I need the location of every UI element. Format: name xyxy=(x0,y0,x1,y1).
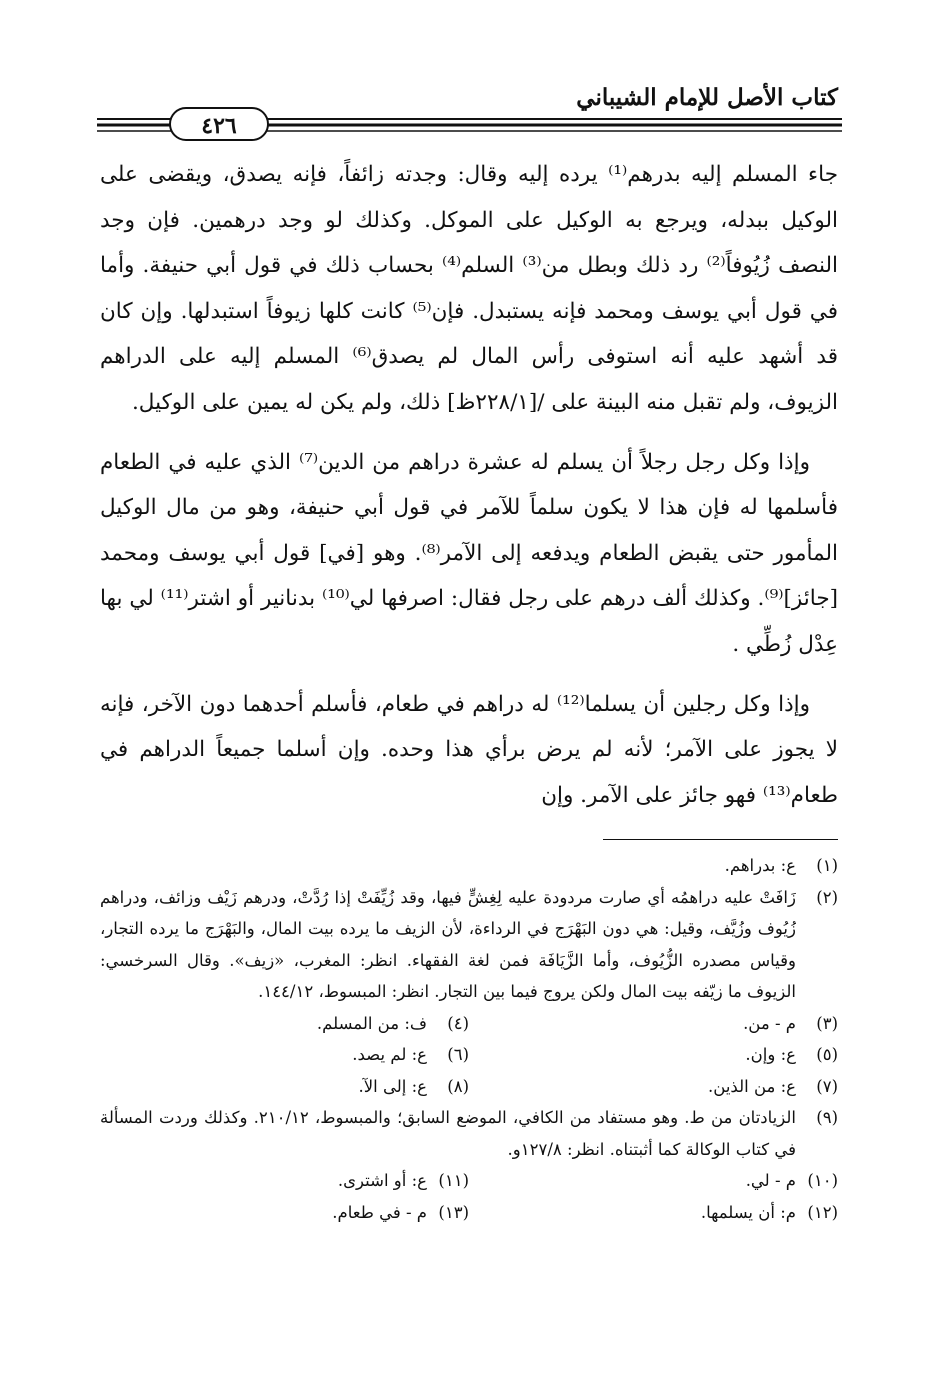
paragraph-1: جاء المسلم إليه بدرهم⁽¹⁾ يرده إليه وقال: وجدته زائفاً، فإنه يصدق، ويقضى على الوكيل ببدله، ويرجع به الوكيل على الموكل. وكذلك لو وجد درهمين. فإن وجد النصف زُيُوفاً⁽²⁾ رد ذلك وبطل من⁽³⁾ السلم⁽⁴⁾ بحساب ذلك في قول أبي حنيفة. وأما في قول أبي يوسف ومحمد فإنه يستبدل. فإن⁽⁵⁾ كانت كلها زيوفاً استبدلها. وإن كان قد أشهد عليه أنه استوفى رأس المال لم يصدق⁽⁶⁾ المسلم إليه على الدراهم الزيوف، ولم تقبل منه البينة على /[٢٢٨/١ظ] ذلك، ولم يكن له يمين على الوكيل. xyxy=(100,162,839,415)
footnote-text: الزيادتان من ط. وهو مستفاد من الكافي، الموضع السابق؛ والمبسوط، ٢١٠/١٢. وكذلك وردت المسألة في كتاب الوكالة كما أثبتناه. انظر: ١٢٧/٨و. xyxy=(100,1108,796,1159)
footnote-number: (٦) xyxy=(447,1045,469,1064)
footnote-10 xyxy=(469,1165,838,1197)
footnote-number: (٤) xyxy=(447,1013,469,1033)
footnote-text: م: أن يسلمها. xyxy=(700,1202,796,1222)
footnote-number: (٢) xyxy=(816,887,838,907)
footnote-number: (٩) xyxy=(816,1108,838,1127)
page-number: ٤٢٦ xyxy=(169,107,269,141)
footnote-4 xyxy=(100,1008,469,1040)
footnote-text: م - لي. xyxy=(745,1171,796,1190)
footnote-text: ف: من المسلم. xyxy=(316,1013,427,1033)
footnote-row xyxy=(100,1165,838,1197)
footnote-number: (٣) xyxy=(816,1013,838,1033)
footnote-text: ع: بدراهم. xyxy=(724,856,796,875)
footnote-text: ع: من الذين. xyxy=(708,1076,796,1096)
footnote-text: ع: وإن. xyxy=(745,1045,796,1064)
footnote-number: (١) xyxy=(816,856,838,875)
footnote-3 xyxy=(469,1008,838,1040)
footnote-separator xyxy=(603,839,838,840)
footnote-number: (٥) xyxy=(816,1045,838,1064)
footnote-number: (١٠) xyxy=(807,1171,838,1190)
footnote-2 xyxy=(100,882,838,1008)
paragraph-3: وإذا وكل رجلين أن يسلما⁽¹²⁾ له دراهم في طعام، فأسلم أحدهما دون الآخر، فإنه لا يجوز على الآمر؛ لأنه لم يرض برأي هذا وحده. وإن أسلما جميعاً الدراهم في طعام⁽¹³⁾ فهو جائز على الآمر. وإن xyxy=(100,691,838,808)
footnote-number: (١١) xyxy=(438,1171,469,1190)
footnote-1 xyxy=(100,850,838,882)
footnote-8 xyxy=(100,1071,469,1103)
footnote-text: ع: أو اشترى. xyxy=(337,1171,427,1190)
page-header xyxy=(97,78,842,138)
footnote-text: ع: لم يصد. xyxy=(352,1045,427,1064)
footnote-text: م - في طعام. xyxy=(332,1202,427,1222)
footnote-text: زَافَتْ عليه دراهمُه أي صارت مردودة عليه لِغِشٍّ فيها، وقد زُيِّفَتْ إذا رُدَّتْ، ودرهم زَيْف وزائف، ودراهم زُيُوف وزُيَّف، وقيل: هي دون البَهْرَج في الرداءة، لأن الزيف ما يرده بيت المال، والبَهْرَج ما يرده التجار، وقياس مصدره الزُّيُوف، وأما الزَّيَافَة فمن لغة الفقهاء. انظر: المغرب، «زيف». وقال السرخسي: الزيوف ما زيّفه بيت المال ولكن يروج فيما بين التجار. انظر: المبسوط، ١٤٤/١٢. xyxy=(100,887,796,1001)
footnotes xyxy=(100,850,838,1228)
footnote-7 xyxy=(469,1071,838,1103)
footnote-number: (١٣) xyxy=(438,1202,469,1222)
footnote-row xyxy=(100,1008,838,1040)
footnote-13 xyxy=(100,1197,469,1229)
book-title: كتاب الأصل للإمام الشيباني xyxy=(576,84,838,111)
footnote-row xyxy=(100,1039,838,1071)
footnote-12 xyxy=(469,1197,838,1229)
footnote-number: (٨) xyxy=(447,1076,469,1096)
footnote-row xyxy=(100,1197,838,1229)
main-text xyxy=(100,152,838,818)
footnote-text: م - من. xyxy=(743,1013,796,1033)
footnote-number: (١٢) xyxy=(807,1202,838,1222)
footnote-9 xyxy=(100,1102,838,1165)
footnote-11 xyxy=(100,1165,469,1197)
footnote-5 xyxy=(469,1039,838,1071)
footnote-number: (٧) xyxy=(816,1076,838,1096)
footnote-row xyxy=(100,1071,838,1103)
paragraph-2: وإذا وكل رجل رجلاً أن يسلم له عشرة دراهم من الدين⁽⁷⁾ الذي عليه في الطعام فأسلمها له فإن هذا لا يكون سلماً للآمر في قول أبي حنيفة، وهو من مال الوكيل المأمور حتى يقبض الطعام ويدفعه إلى الآمر⁽⁸⁾. وهو [في] قول أبي يوسف ومحمد [جائز]⁽⁹⁾. وكذلك ألف درهم على رجل فقال: اصرفها لي⁽¹⁰⁾ بدنانير أو اشتر⁽¹¹⁾ لي بها عِدْل زُطِّي . xyxy=(100,449,838,657)
footnote-6 xyxy=(100,1039,469,1071)
footnote-text: ع: إلى الآ. xyxy=(358,1076,427,1096)
